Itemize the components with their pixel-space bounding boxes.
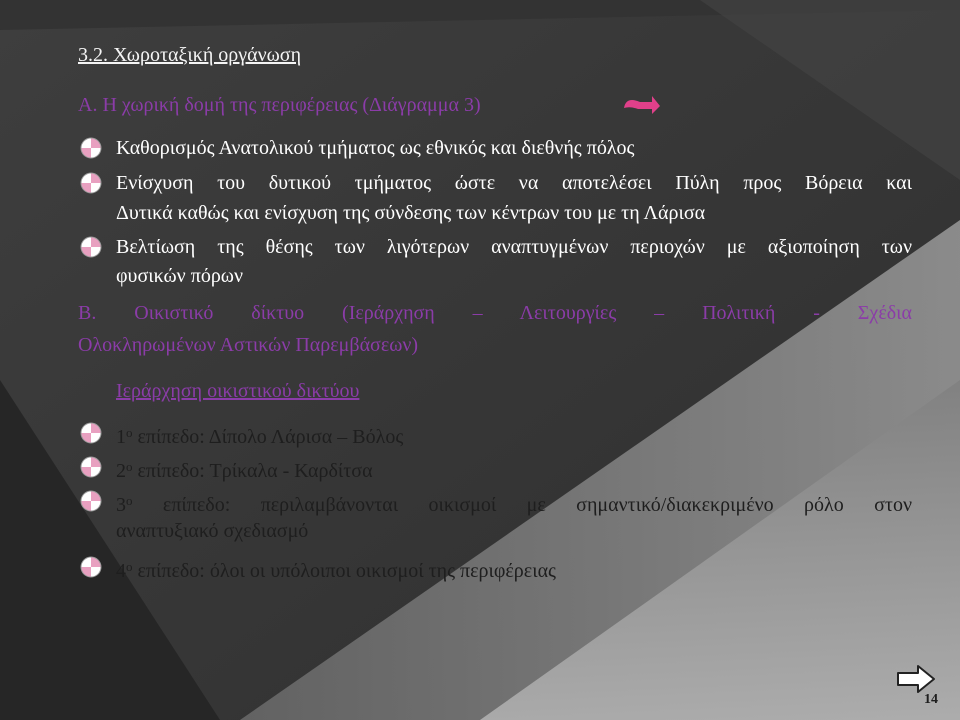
- bullet-a-3-line1: Βελτίωση της θέσης των λιγότερων αναπτυγμένων περιοχών με αξιοποίηση των: [116, 236, 912, 258]
- bullet-a-3-line2: φυσικών πόρων: [116, 265, 244, 287]
- level-text: επίπεδο: περιλαμβάνονται οικισμοί με σημαντικό/διακεκριμένο ρόλο στον: [162, 494, 913, 516]
- level-number: 3: [116, 494, 126, 516]
- pinwheel-bullet-icon: [80, 172, 102, 194]
- level-text: επίπεδο: Τρίκαλα - Καρδίτσα: [137, 460, 373, 482]
- bullet-a-1: Καθορισμός Ανατολικού τμήματος ως εθνικός και διεθνής πόλος: [116, 137, 635, 159]
- level-2: [116, 454, 373, 484]
- level-number: 2: [116, 460, 126, 482]
- level-text: επίπεδο: όλοι οι υπόλοιποι οικισμοί της περιφέρειας: [137, 560, 556, 582]
- subsection-b-title-line1: Β. Οικιστικό δίκτυο (Ιεράρχηση – Λειτουργίες – Πολιτική - Σχέδια: [78, 302, 912, 324]
- level-number: 4: [116, 560, 126, 582]
- level-text: επίπεδο: Δίπολο Λάρισα – Βόλος: [137, 426, 404, 448]
- hierarchy-heading-link[interactable]: Ιεράρχηση οικιστικού δικτύου: [116, 380, 360, 402]
- pinwheel-bullet-icon: [80, 137, 102, 159]
- level-3-line1: [116, 488, 912, 518]
- section-title[interactable]: 3.2. Χωροταξική οργάνωση: [78, 44, 302, 66]
- bullet-a-2-line2: Δυτικά καθώς και ενίσχυση της σύνδεσης των κέντρων του με τη Λάρισα: [116, 202, 706, 224]
- pinwheel-bullet-icon: [80, 556, 102, 578]
- next-slide-arrow-icon[interactable]: [896, 664, 936, 694]
- level-ordinal: ο: [126, 459, 133, 474]
- page-number: 14: [924, 692, 938, 707]
- right-arrow-icon: [622, 92, 662, 116]
- level-ordinal: ο: [126, 559, 133, 574]
- bullet-a-2-line1: Ενίσχυση του δυτικού τμήματος ώστε να αποτελέσει Πύλη προς Βόρεια και: [116, 172, 912, 194]
- subsection-a-title: Α. Η χωρική δομή της περιφέρειας (Διάγραμμα 3): [78, 94, 481, 116]
- level-3-line2: αναπτυξιακό σχεδιασμό: [116, 520, 309, 542]
- level-ordinal: ο: [126, 493, 133, 508]
- level-ordinal: ο: [126, 425, 133, 440]
- pinwheel-bullet-icon: [80, 422, 102, 444]
- level-1: [116, 420, 403, 450]
- level-number: 1: [116, 426, 126, 448]
- level-4: [116, 554, 556, 584]
- pinwheel-bullet-icon: [80, 456, 102, 478]
- subsection-b-title-line2: Ολοκληρωμένων Αστικών Παρεμβάσεων): [78, 334, 419, 356]
- pinwheel-bullet-icon: [80, 236, 102, 258]
- pinwheel-bullet-icon: [80, 490, 102, 512]
